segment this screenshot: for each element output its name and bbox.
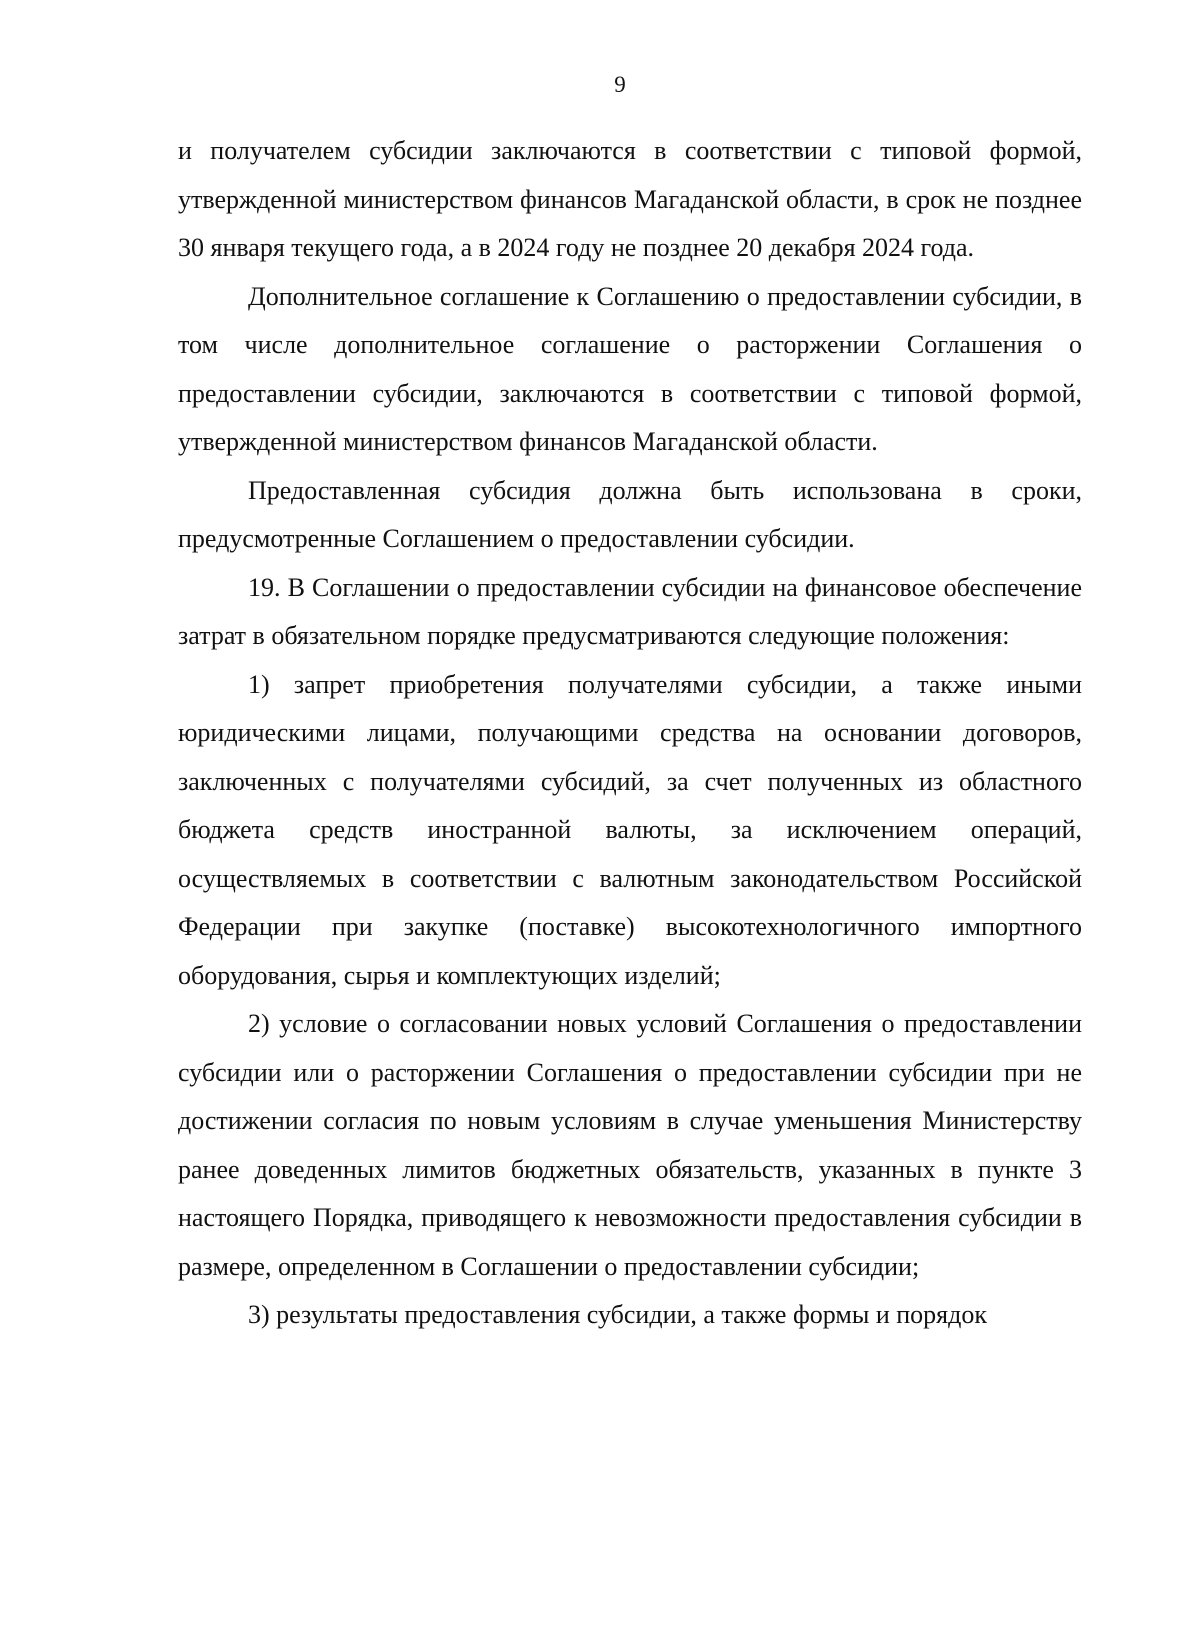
paragraph-clause-19: 19. В Соглашении о предоставлении субсидии на финансовое обеспечение затрат в обязательном порядке предусматриваются следующие положения: [178, 572, 1082, 650]
page-number: 9 [614, 72, 626, 97]
paragraph-subsidy-use: Предоставленная субсидия должна быть использована в сроки, предусмотренные Соглашением о предоставлении субсидии. [178, 475, 1082, 553]
paragraph-additional-agreement: Дополнительное соглашение к Соглашению о предоставлении субсидии, в том числе дополнительное соглашение о расторжении Соглашения о предоставлении субсидии, заключаются в соответствии с типовой формой, утвержденной министерством финансов Магаданской области. [178, 281, 1082, 456]
paragraph-item-2: 2) условие о согласовании новых условий Соглашения о предоставлении субсидии или о расторжении Соглашения о предоставлении субсидии при не достижении согласия по новым условиям в случае уменьшения Министерству ранее доведенных лимитов бюджетных обязательств, указанных в пункте 3 настоящего Порядка, приводящего к невозможности предоставления субсидии в размере, определенном в Соглашении о предоставлении субсидии; [178, 1009, 1082, 1281]
document-body [178, 127, 1082, 1340]
paragraph-continuation: и получателем субсидии заключаются в соответствии с типовой формой, утвержденной министерством финансов Магаданской области, в срок не позднее 30 января текущего года, а в 2024 году не позднее 20 декабря 2024 года. [178, 136, 1082, 262]
paragraph-item-3: 3) результаты предоставления субсидии, а также формы и порядок [248, 1300, 987, 1329]
paragraph-item-1: 1) запрет приобретения получателями субсидии, а также иными юридическими лицами, получающими средства на основании договоров, заключенных с получателями субсидий, за счет полученных из областного бюджета средств иностранной валюты, за исключением операций, осуществляемых в соответствии с валютным законодательством Российской Федерации при закупке (поставке) высокотехнологичного импортного оборудования, сырья и комплектующих изделий; [178, 669, 1082, 990]
